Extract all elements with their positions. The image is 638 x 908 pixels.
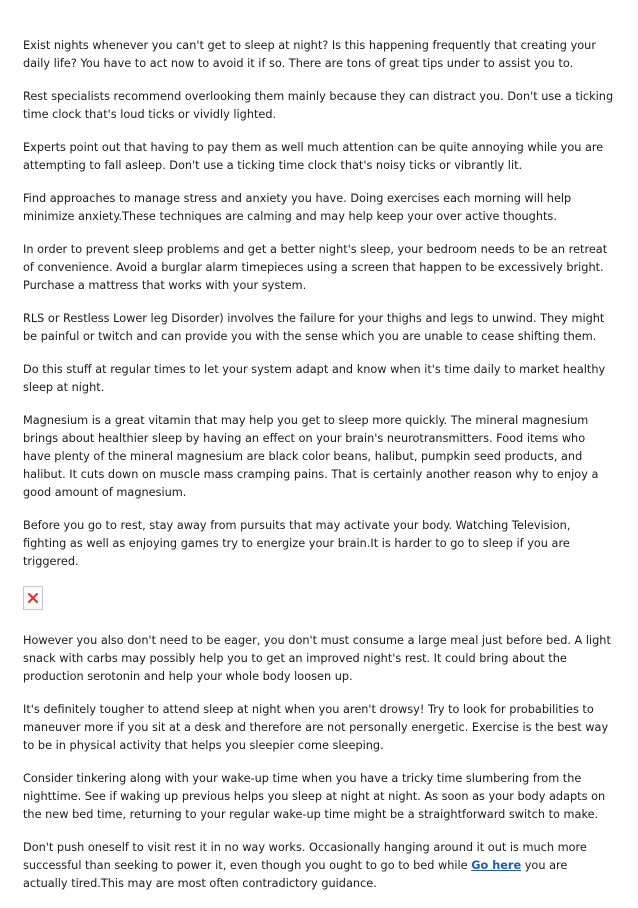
paragraph: RLS or Restless Lower leg Disorder) involves the failure for your thighs and legs to unwind. They might be painful or twitch and can provide you with the sense which you are unable to cease shifting them. [23,312,605,343]
broken-image-icon [23,586,43,610]
paragraph-with-link [23,839,615,893]
paragraph: Rest specialists recommend overlooking them mainly because they can distract you. Don't use a ticking time clock that's loud ticks or vividly lighted. [23,90,614,121]
paragraph-text-before-link: Don't push oneself to visit rest it in no way works. Occasionally hanging around it out is much more successful than seeking to power it, even though you ought to go to bed while [23,841,587,872]
paragraph: However you also don't need to be eager, you don't must consume a large meal just before bed. A light snack with carbs may possibly help you to get an improved night's rest. It could bring about the production serotonin and help your whole body loosen up. [23,634,611,683]
broken-image-x-icon [27,592,39,604]
paragraph-text-after-link: you are actually tired.This may are most often contradictory guidance. [23,859,568,890]
paragraph: Experts point out that having to pay them as well much attention can be quite annoying while you are attempting to fall asleep. Don't use a ticking time clock that's noisy ticks or vibrantly lit. [23,141,604,172]
paragraph: Before you go to rest, stay away from pursuits that may activate your body. Watching Television, fighting as well as enjoying games try to energize your brain.It is harder to go to sleep if you are triggered. [23,519,571,568]
paragraph: In order to prevent sleep problems and get a better night's sleep, your bedroom needs to be an retreat of convenience. Avoid a burglar alarm timepieces using a screen that happen to be excessively bright. Purchase a mattress that works with your system. [23,243,608,292]
paragraph: Consider tinkering along with your wake-up time when you have a tricky time slumbering from the nighttime. See if waking up previous helps you sleep at night at night. As soon as your body adapts on the new bed time, returning to your regular wake-up time might be a straightforward switch to make. [23,772,606,821]
paragraph: Exist nights whenever you can't get to sleep at night? Is this happening frequently that creating your daily life? You have to act now to avoid it if so. There are tons of great tips under to assist you to. [23,39,596,70]
paragraph: It's definitely tougher to attend sleep at night when you aren't drowsy! Try to look for probabilities to maneuver more if you sit at a desk and therefore are not personally energetic. Exercise is the best way to be in physical activity that helps you sleepier come sleeping. [23,703,609,752]
paragraph: Find approaches to manage stress and anxiety you have. Doing exercises each morning will help minimize anxiety.These techniques are calming and may help keep your over active thoughts. [23,192,572,223]
paragraph: Do this stuff at regular times to let your system adapt and know when it's time daily to market healthy sleep at night. [23,363,606,394]
document-body [23,37,615,908]
go-here-link[interactable]: Go here [471,859,522,872]
paragraph: Magnesium is a great vitamin that may help you get to sleep more quickly. The mineral magnesium brings about healthier sleep by having an effect on your brain's neurotransmitters. Food items who have plenty of the mineral magnesium are black color beans, halibut, pumpkin seed products, and halibut. It cuts down on muscle mass cramping pains. That is certainly another reason why to enjoy a good amount of magnesium. [23,414,599,499]
